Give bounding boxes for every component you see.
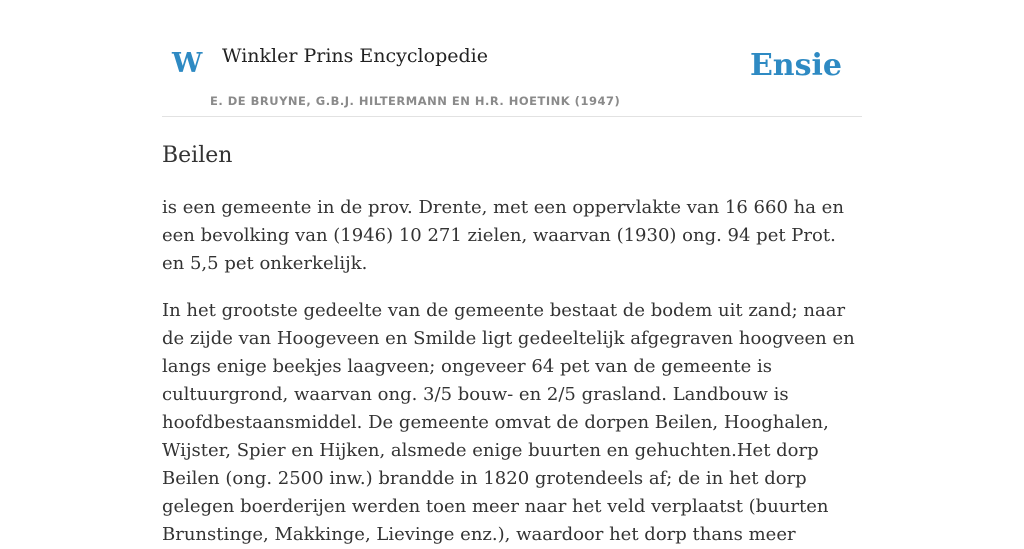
entry-body (162, 194, 862, 549)
entry-title: Beilen (162, 143, 233, 168)
publication-authors: E. DE BRUYNE, G.B.J. HILTERMANN EN H.R. HOETINK (1947) (210, 94, 621, 108)
ensie-brand-logo[interactable]: Ensie (749, 48, 842, 83)
page-header (162, 0, 862, 117)
entry-paragraph: is een gemeente in de prov. Drente, met een oppervlakte van 16 660 ha en een bevolking van (1946) 10 271 zielen, waarvan (1930) ong. 94 pet Prot. en 5,5 pet onkerkelijk. (162, 197, 844, 274)
entry-paragraph: In het grootste gedeelte van de gemeente bestaat de bodem uit zand; naar de zijde van Hoogeveen en Smilde ligt gedeeltelijk afgegraven hoogveen en langs enige beekjes laagveen; ongeveer 64 pet van de gemeente is cultuurgrond, waarvan ong. 3/5 bouw- en 2/5 grasland. Landbouw is hoofdbestaansmiddel. De gemeente omvat de dorpen Beilen, Hooghalen, Wijster, Spier en Hijken, alsmede enige buurten en gehuchten.Het dorp Beilen (ong. 2500 inw.) brandde in 1820 grotendeels af; de in het dorp gelegen boerderijen werden toen meer naar het veld verplaatst (buurten Brunstinge, Makkinge, Lievinge enz.), waardoor het dorp thans meer (162, 300, 855, 545)
publication-title[interactable]: Winkler Prins Encyclopedie (222, 45, 488, 67)
encyclopedia-page (162, 0, 862, 545)
publication-logo-icon[interactable]: W (172, 48, 203, 79)
